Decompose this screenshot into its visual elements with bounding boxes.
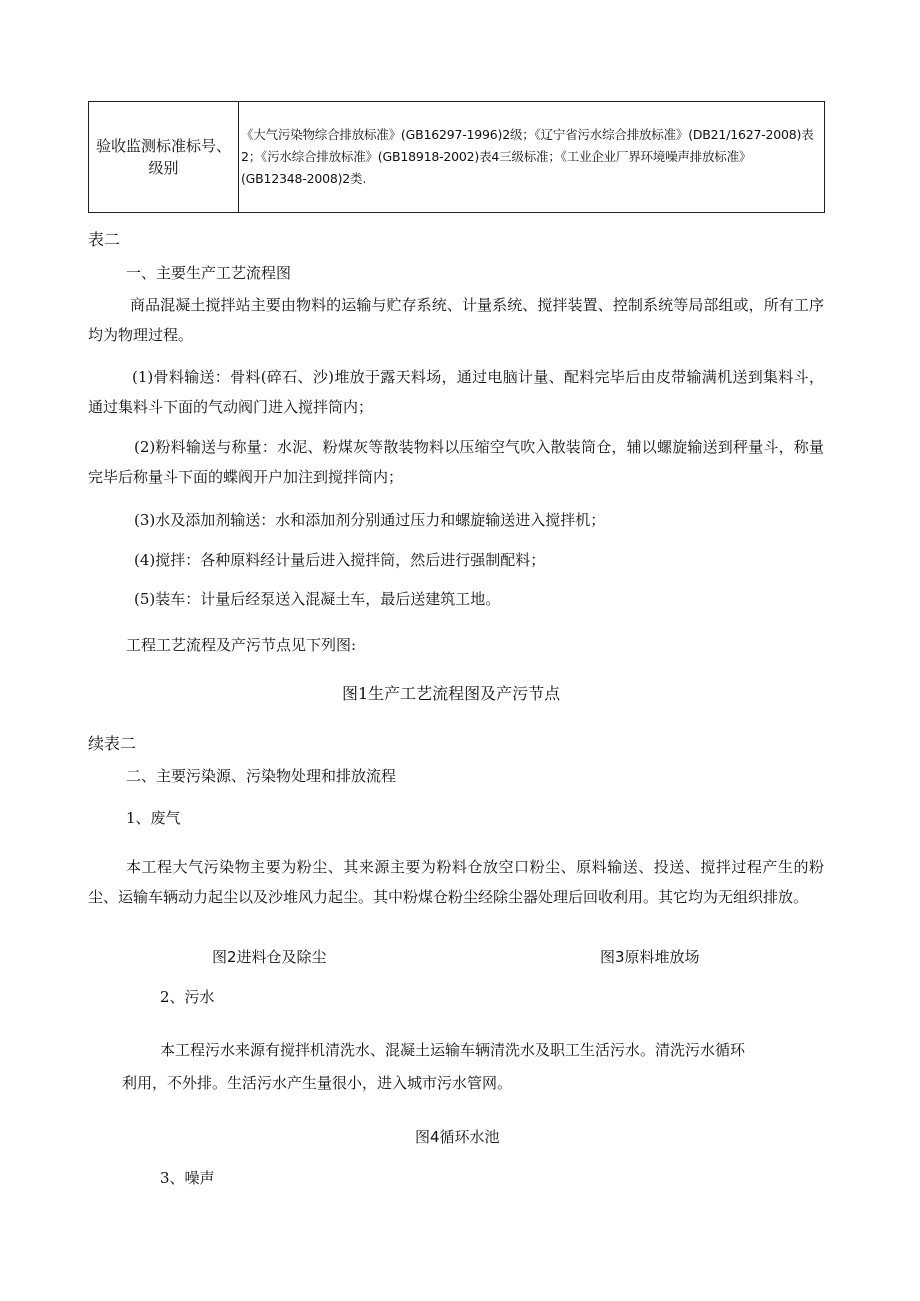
standards-value-cell	[239, 102, 824, 212]
figure1-caption: 图1生产工艺流程图及产污节点	[342, 684, 561, 703]
noise-title: 3、噪声	[160, 1169, 215, 1187]
waste-water-text-line2: 利用，不外排。生活污水产生量很小，进入城市污水管网。	[122, 1074, 513, 1092]
pollution-subheading: 二、主要污染源、污染物处理和排放流程	[126, 767, 397, 785]
flow-note: 工程工艺流程及产污节点见下列图:	[126, 636, 357, 654]
waste-water-title: 2、污水	[160, 988, 215, 1006]
waste-water-text-line1: 本工程污水来源有搅拌机清洗水、混凝土运输车辆清洗水及职工生活污水。清洗污水循环	[160, 1041, 746, 1059]
section-heading-table2: 表二	[88, 230, 121, 249]
standards-label: 验收监测标准标号、级别	[95, 137, 231, 177]
standards-label-cell	[89, 102, 239, 212]
standards-value: 《大气污染物综合排放标准》(GB16297-1996)2级；《辽宁省污水综合排放标准》(DB21/1627-2008)表2；《污水综合排放标准》(GB18918-2002)表4三级标准；《工业企业厂界环境噪声排放标准》(GB12348-2008)2类.	[241, 127, 814, 186]
process-step-5: (5)装车：计量后经泵送入混凝土车，最后送建筑工地。	[134, 590, 501, 608]
waste-gas-title: 1、废气	[126, 809, 181, 827]
process-flow-subheading: 一、主要生产工艺流程图	[126, 264, 292, 282]
process-step-3: (3)水及添加剂输送：水和添加剂分别通过压力和螺旋输送进入搅拌机；	[134, 511, 606, 529]
figure4-caption: 图4循环水池	[415, 1128, 500, 1146]
process-step-1: (1)骨料输送：骨料(碎石、沙)堆放于露天料场，通过电脑计量、配料完毕后由皮带输满机送到集料斗，通过集料斗下面的气动阀门进入搅拌筒内；	[88, 368, 824, 416]
section-heading-table2-cont: 续表二	[88, 734, 137, 753]
waste-gas-text: 本工程大气污染物主要为粉尘、其来源主要为粉料仓放空口粉尘、原料输送、投送、搅拌过程产生的粉尘、运输车辆动力起尘以及沙堆风力起尘。其中粉煤仓粉尘经除尘器处理后回收利用。其它均为无组织排放。	[88, 858, 824, 906]
process-step-2: (2)粉料输送与称量：水泥、粉煤灰等散装物料以压缩空气吹入散装筒仓，辅以螺旋输送到秤量斗，称量完毕后称量斗下面的蝶阀开户加注到搅拌筒内；	[88, 438, 824, 486]
standards-table	[88, 101, 825, 213]
figure3-caption: 图3原料堆放场	[600, 948, 700, 966]
process-step-4: (4)搅拌：各种原料经计量后进入搅拌筒，然后进行强制配料；	[134, 551, 546, 569]
process-intro: 商品混凝土搅拌站主要由物料的运输与贮存系统、计量系统、搅拌装置、控制系统等局部组或，所有工序均为物理过程。	[88, 296, 824, 344]
figure2-caption: 图2进料仓及除尘	[212, 948, 327, 966]
